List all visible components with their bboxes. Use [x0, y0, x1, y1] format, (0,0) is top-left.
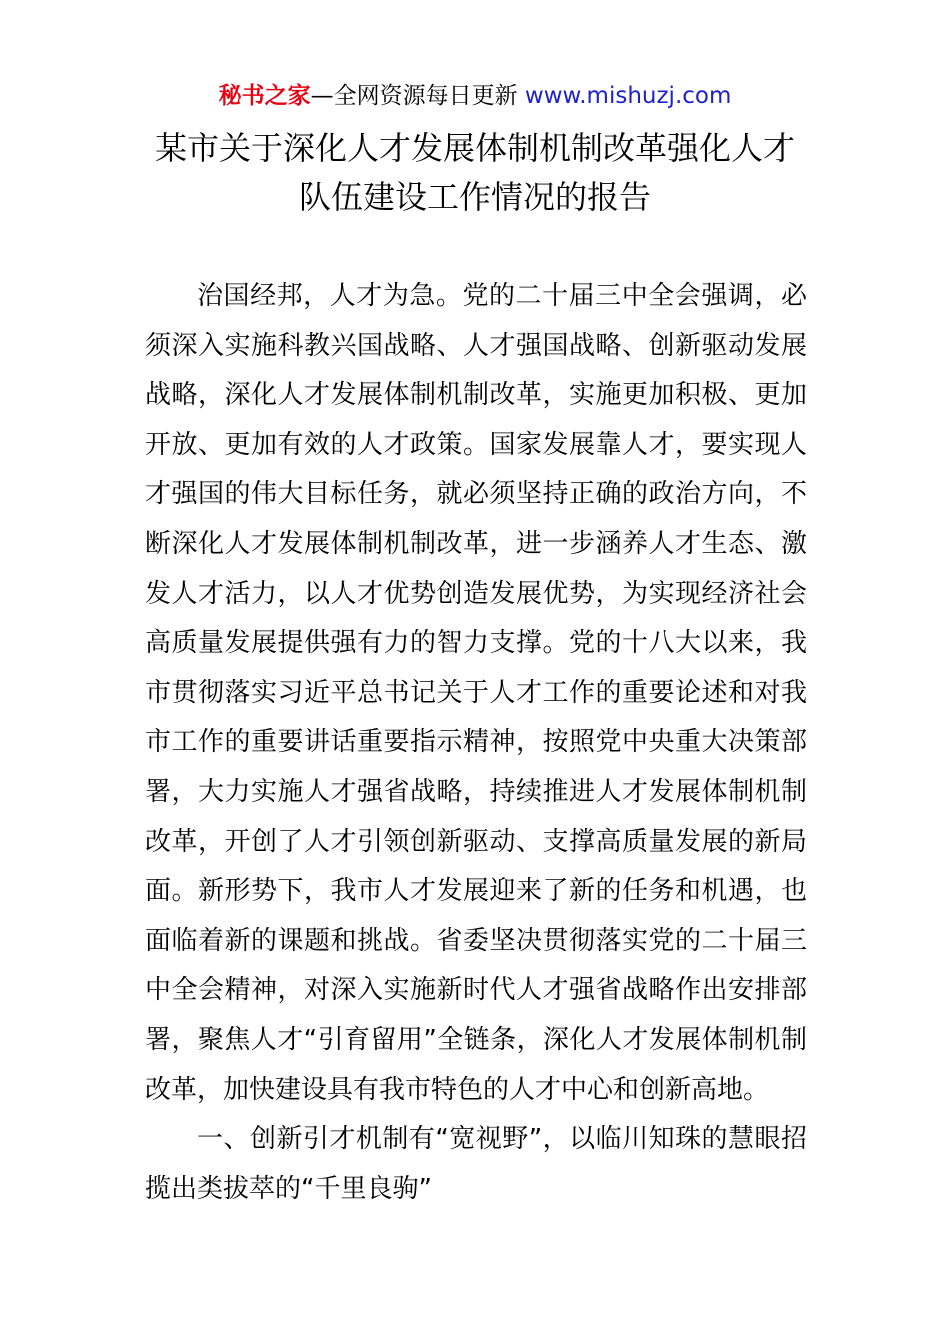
- site-url[interactable]: www.mishuzj.com: [524, 83, 732, 109]
- document-title: [0, 124, 950, 222]
- section-heading-1: 一、创新引才机制有“宽视野”，以临川知珠的慧眼招揽出类拔萃的“千里良驹”: [145, 1124, 807, 1204]
- site-header: [0, 80, 950, 112]
- title-line-1: 某市关于深化人才发展体制机制改革强化人才: [154, 129, 795, 167]
- paragraph-intro: 治国经邦，人才为急。党的二十届三中全会强调，必须深入实施科教兴国战略、人才强国战略、创新驱动发展战略，深化人才发展体制机制改革，实施更加积极、更加开放、更加有效的人才政策。国家发展靠人才，要实现人才强国的伟大目标任务，就必须坚持正确的政治方向，不断深化人才发展体制机制改革，进一步涵养人才生态、激发人才活力，以人才优势创造发展优势，为实现经济社会高质量发展提供强有力的智力支撑。党的十八大以来，我市贯彻落实习近平总书记关于人才工作的重要论述和对我市工作的重要讲话重要指示精神，按照党中央重大决策部署，大力实施人才强省战略，持续推进人才发展体制机制改革，开创了人才引领创新驱动、支撑高质量发展的新局面。新形势下，我市人才发展迎来了新的任务和机遇，也面临着新的课题和挑战。省委坚决贯彻落实党的二十届三中全会精神，对深入实施新时代人才强省战略作出安排部署，聚焦人才“引育留用”全链条，深化人才发展体制机制改革，加快建设具有我市特色的人才中心和创新高地。: [145, 281, 807, 1105]
- title-line-2: 队伍建设工作情况的报告: [298, 178, 651, 216]
- site-tagline: —全网资源每日更新: [310, 83, 525, 109]
- site-brand: 秘书之家: [218, 83, 311, 109]
- document-body: [145, 272, 807, 1214]
